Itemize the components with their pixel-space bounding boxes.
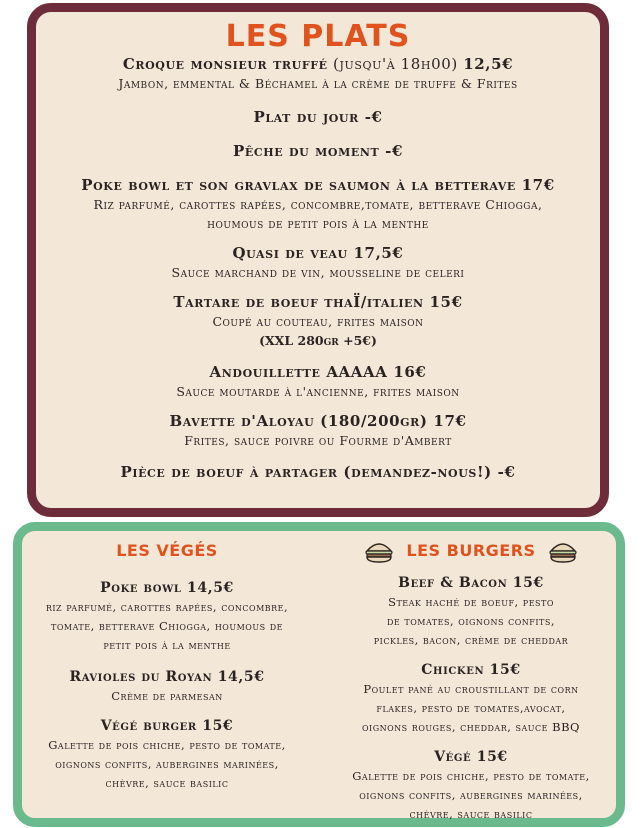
dish-name: Tartare de boeuf thaÏ/italien 15€: [173, 293, 463, 311]
dish-desc: tomate, betterave Chiogga, houmous de: [51, 619, 283, 633]
dish-name: Croque monsieur truffé (jusqu'à 18h00) 12,5€: [122, 55, 514, 73]
dish-name: Plat du jour -€: [253, 108, 383, 126]
dish-name: Chicken 15€: [421, 661, 521, 678]
dish-name: Quasi de veau 17,5€: [232, 244, 404, 262]
dish-desc: pickles, bacon, crème de cheddar: [373, 632, 569, 647]
dish-desc: oignons confits, aubergines marinées,: [359, 787, 583, 802]
dish-desc: chèvre, sauce basilic: [105, 776, 229, 790]
dish-name: Poke bowl et son gravlax de saumon à la betterave 17€: [81, 176, 555, 194]
vege-poke-bowl: [22, 578, 312, 655]
burger-chicken: [326, 660, 616, 737]
dish-name: Poke bowl 14,5€: [100, 580, 234, 596]
dish-name: Bavette d'Aloyau (180/200gr) 17€: [169, 412, 467, 430]
dish-desc: oignons rouges, cheddar, sauce BBQ: [362, 719, 580, 734]
burgers-heading: [326, 540, 616, 563]
burger-icon: [548, 541, 578, 563]
dish-piece-boeuf: [36, 462, 600, 482]
dish-desc: houmous de petit pois à la menthe: [207, 216, 429, 231]
veges-column: [22, 531, 312, 793]
vege-ravioles: [22, 667, 312, 706]
plats-panel: [27, 3, 609, 517]
burger-beef-bacon: [326, 573, 616, 650]
dish-desc: flakes, pesto de tomates,avocat,: [376, 700, 566, 715]
dish-name: Andouillette AAAAA 16€: [209, 363, 427, 381]
dish-desc: Jambon, emmental & Béchamel à la crème de truffe & Frites: [118, 76, 518, 91]
dish-desc: Galette de pois chiche, pesto de tomate,: [48, 738, 286, 752]
dish-name: Végé 15€: [434, 748, 508, 765]
dish-bavette: [36, 411, 600, 450]
dish-desc: riz parfumé, carottes rapées, concombre,: [45, 600, 289, 614]
dish-desc: de tomates, oignons confits,: [387, 613, 555, 628]
dish-tartare: [36, 292, 600, 350]
dish-andouillette: [36, 362, 600, 401]
dish-desc: chèvre, sauce basilic: [409, 806, 533, 821]
dish-name: Beef & Bacon 15€: [398, 574, 544, 591]
veges-title: LES VÉGÉS: [116, 541, 218, 560]
dish-desc: Sauce marchand de vin, mousseline de celeri: [171, 265, 465, 280]
dish-desc: Sauce moutarde à l'ancienne, frites maison: [176, 384, 460, 399]
dish-desc: Steak haché de boeuf, pesto: [388, 594, 554, 609]
dish-plat-du-jour: [36, 107, 600, 127]
plats-title: LES PLATS: [225, 19, 411, 54]
dish-desc: oignons confits, aubergines marinées,: [55, 757, 279, 771]
dish-desc: Crème de parmesan: [111, 689, 223, 703]
dish-name: Pièce de boeuf à partager (demandez-nous!) -€: [120, 463, 516, 481]
dish-desc: Riz parfumé, carottes rapées, concombre,tomate, betterave Chiogga,: [93, 197, 543, 212]
dish-name: Végé burger 15€: [100, 718, 234, 734]
burgers-column: [326, 531, 616, 824]
burger-icon: [364, 541, 394, 563]
veges-burgers-panel: [13, 522, 625, 827]
dish-desc: petit pois à la menthe: [103, 638, 231, 652]
burgers-title: LES BURGERS: [406, 541, 536, 560]
dish-desc: Galette de pois chiche, pesto de tomate,: [352, 768, 590, 783]
burger-vege: [326, 747, 616, 824]
dish-peche: [36, 141, 600, 161]
dish-poke-bowl: [36, 175, 600, 233]
dish-desc: Poulet pané au croustillant de corn: [363, 681, 579, 696]
dish-name: Pêche du moment -€: [232, 142, 404, 160]
dish-extra: (XXL 280gr +5€): [259, 333, 377, 348]
dish-desc: Coupé au couteau, frites maison: [212, 314, 424, 329]
dish-desc: Frites, sauce poivre ou Fourme d'Ambert: [184, 433, 452, 448]
dish-quasi-veau: [36, 243, 600, 282]
dish-croque: [36, 54, 600, 93]
dish-name: Ravioles du Royan 14,5€: [69, 669, 265, 685]
vege-burger: [22, 716, 312, 793]
